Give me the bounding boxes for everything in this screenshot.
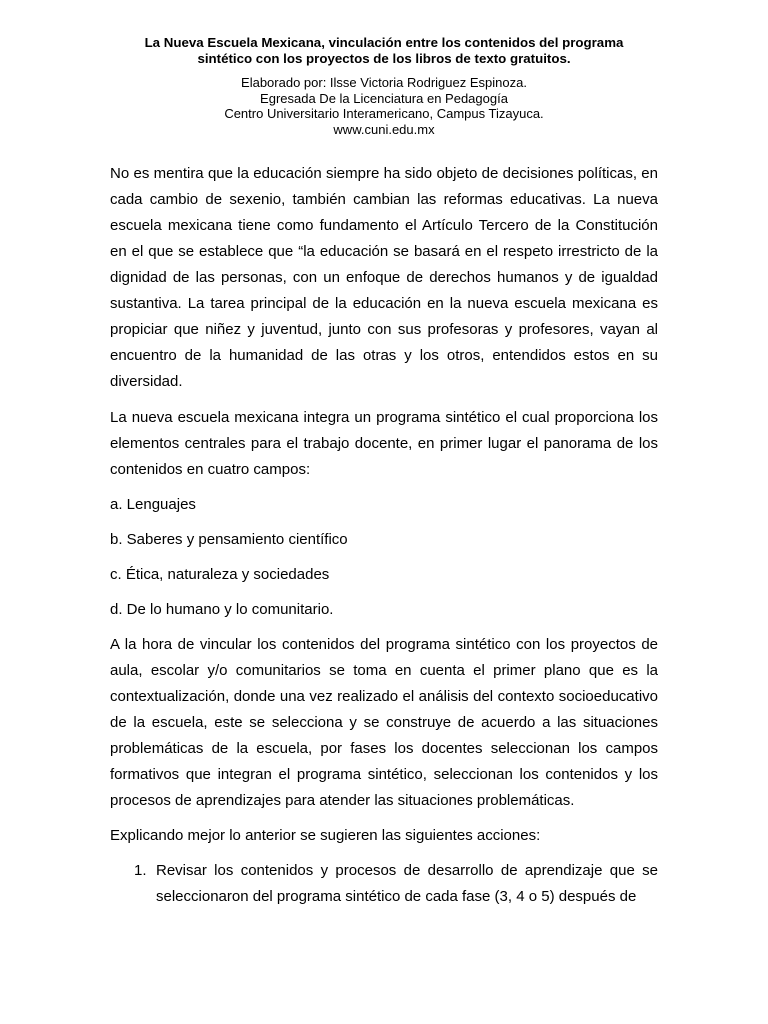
list-item-number: 1.	[134, 862, 147, 879]
author-degree: Egresada De la Licenciatura en Pedagogía	[260, 90, 508, 106]
list-item-text: Revisar los contenidos y procesos de desarrollo de aprendizaje que se seleccionaron del programa sintético de cada fase (3, 4 o 5) después de	[156, 862, 658, 905]
author-institution: Centro Universitario Interamericano, Campus Tizayuca.	[224, 106, 544, 121]
list-item: a. Lenguajes	[110, 496, 196, 513]
author-name: Elaborado por: Ilsse Victoria Rodriguez Espinoza.	[241, 75, 527, 90]
title-line-1: La Nueva Escuela Mexicana, vinculación entre los contenidos del programa	[144, 35, 624, 50]
title-line-2: sintético con los proyectos de los libros de texto gratuitos.	[197, 50, 571, 66]
list-item: d. De lo humano y lo comunitario.	[110, 601, 334, 618]
institution-website: www.cuni.edu.mx	[333, 121, 435, 137]
acciones-list	[110, 858, 658, 910]
document-title	[110, 35, 658, 66]
paragraph-4: Explicando mejor lo anterior se sugieren las siguientes acciones:	[110, 827, 541, 844]
list-item: c. Ética, naturaleza y sociedades	[110, 566, 330, 583]
paragraph-2: La nueva escuela mexicana integra un programa sintético el cual proporciona los elementos centrales para el trabajo docente, en primer lugar el panorama de los contenidos en cuatro campos:	[110, 409, 658, 478]
paragraph-1: No es mentira que la educación siempre ha sido objeto de decisiones políticas, en cada cambio de sexenio, también cambian las reformas educativas. La nueva escuela mexicana tiene como fundamento el Artículo Tercero de la Constitución en el que se establece que “la educación se basará en el respeto irrestricto de la dignidad de las personas, con un enfoque de derechos humanos y de igualdad sustantiva. La tarea principal de la educación en la nueva escuela mexicana es propiciar que niñez y juventud, junto con sus profesoras y profesores, vayan al encuentro de la humanidad de las otras y los otros, entendidos estos en su diversidad.	[110, 165, 658, 390]
campos-list	[110, 492, 658, 623]
list-item: b. Saberes y pensamiento científico	[110, 531, 348, 548]
author-block	[110, 75, 658, 137]
paragraph-3: A la hora de vincular los contenidos del programa sintético con los proyectos de aula, escolar y/o comunitarios se toma en cuenta el primer plano que es la contextualización, donde una vez realizado el análisis del contexto socioeducativo de la escuela, este se selecciona y se construye de acuerdo a las situaciones problemáticas de la escuela, por fases los docentes seleccionan los campos formativos que integran el programa sintético, seleccionan los contenidos y los procesos de aprendizajes para atender las situaciones problemáticas.	[110, 636, 658, 809]
list-item	[110, 858, 658, 910]
